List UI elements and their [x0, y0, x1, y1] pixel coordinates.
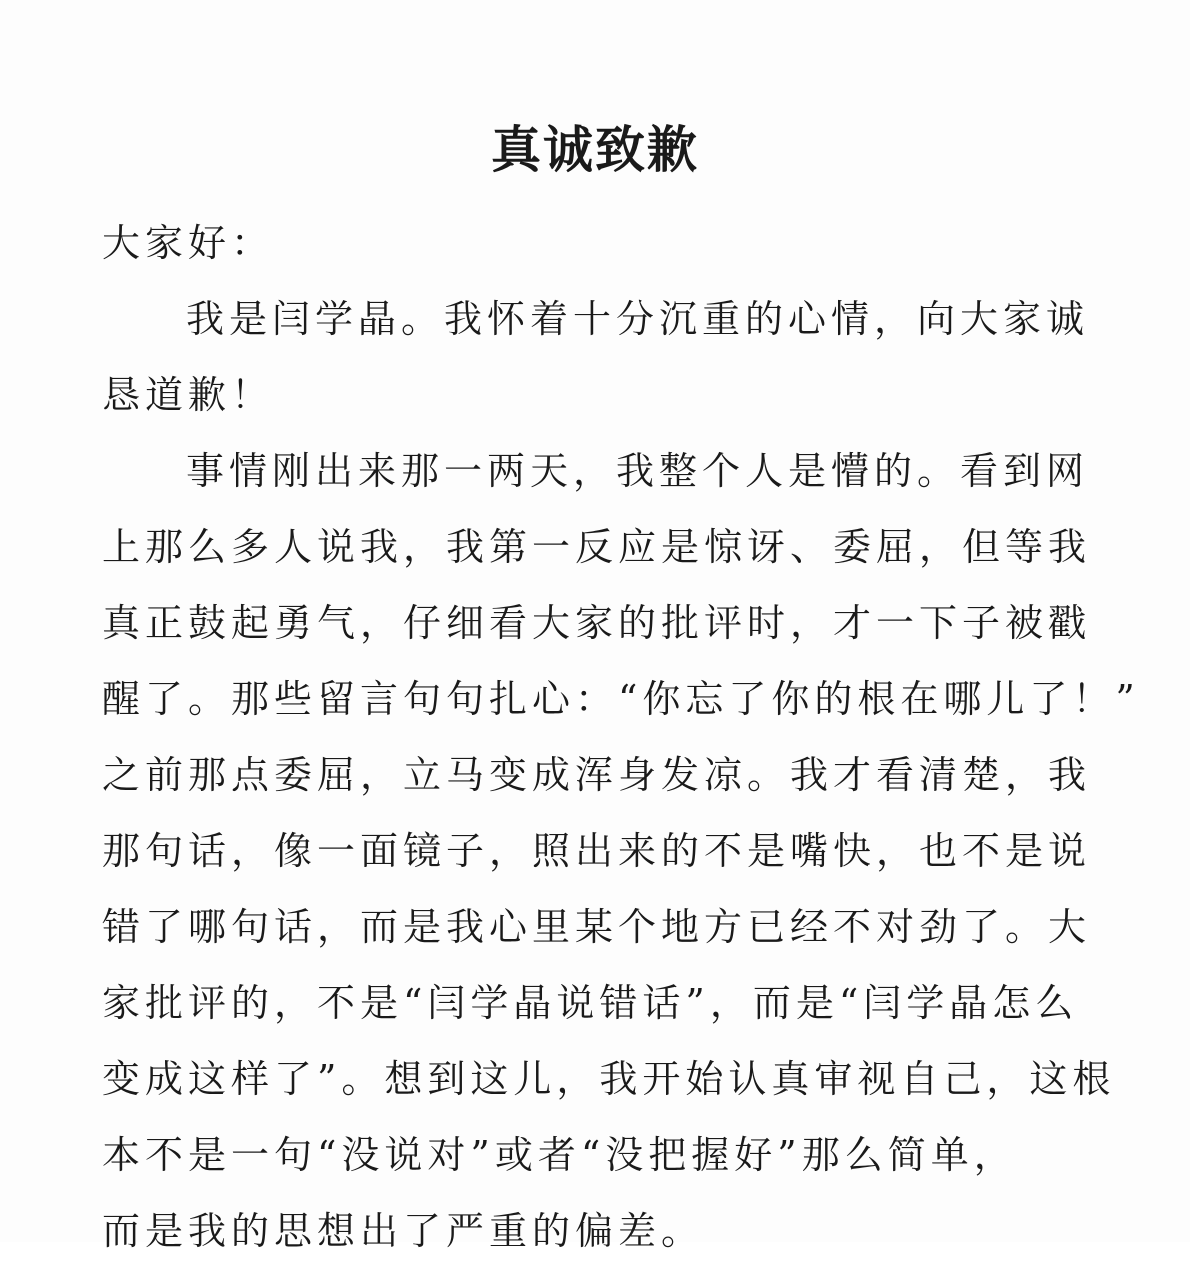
paragraph-line: 家批评的，不是“闫学晶说错话”，而是“闫学晶怎么: [102, 981, 1079, 1025]
paragraph-line: 事情刚出来那一两天，我整个人是懵的。看到网: [186, 449, 1090, 493]
paragraph-line: 醒了。那些留言句句扎心：“你忘了你的根在哪儿了！”: [102, 677, 1140, 721]
paragraph-line: 上那么多人说我，我第一反应是惊讶、委屈，但等我: [102, 525, 1092, 569]
paragraph-line: 本不是一句“没说对”或者“没把握好”那么简单，: [102, 1133, 1017, 1177]
paragraph-line: 恳道歉！: [102, 373, 275, 417]
paragraph-line: 变成这样了”。想到这儿，我开始认真审视自己，这根: [102, 1057, 1116, 1101]
document-body: [102, 205, 1140, 1269]
salutation: 大家好：: [102, 221, 275, 265]
paragraph-line: 而是我的思想出了严重的偏差。: [102, 1209, 705, 1253]
paragraph-line: 之前那点委屈，立马变成浑身发凉。我才看清楚，我: [102, 753, 1092, 797]
paragraph-line: 真正鼓起勇气，仔细看大家的批评时，才一下子被戳: [102, 601, 1092, 645]
paragraph-line: 错了哪句话，而是我心里某个地方已经不对劲了。大: [102, 905, 1092, 949]
paragraph-line: 那句话，像一面镜子，照出来的不是嘴快，也不是说: [102, 829, 1092, 873]
document-title: 真诚致歉: [491, 121, 699, 179]
paragraph-line: 我是闫学晶。我怀着十分沉重的心情，向大家诚: [186, 297, 1090, 341]
